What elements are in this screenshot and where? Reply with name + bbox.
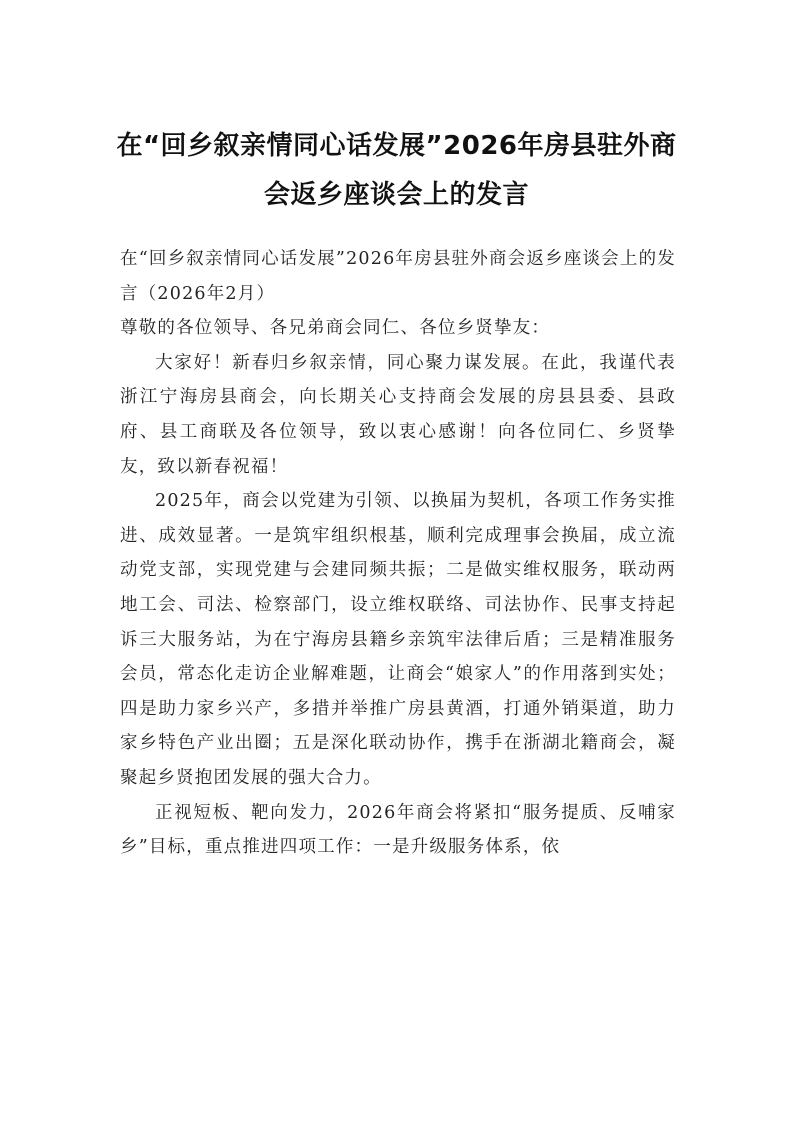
- paragraph-subtitle: 在“回乡叙亲情同心话发展”2026年房县驻外商会返乡座谈会上的发言（2026年2月）: [120, 249, 676, 304]
- paragraph-greeting: 大家好！新春归乡叙亲情，同心聚力谋发展。在此，我谨代表浙江宁海房县商会，向长期关心支持商会发展的房县县委、县政府、县工商联及各位领导，致以衷心感谢！向各位同仁、乡贤挚友，致以新春祝福！: [120, 352, 676, 477]
- paragraph-review-2025: 2025年，商会以党建为引领、以换届为契机，各项工作务实推进、成效显著。一是筑牢组织根基，顺利完成理事会换届，成立流动党支部，实现党建与会建同频共振；二是做实维权服务，联动两地工会、司法、检察部门，设立维权联络、司法协作、民事支持起诉三大服务站，为在宁海房县籍乡亲筑牢法律后盾；三是精准服务会员，常态化走访企业解难题，让商会“娘家人”的作用落到实处；四是助力家乡兴产，多措并举推广房县黄酒，打通外销渠道，助力家乡特色产业出圈；五是深化联动协作，携手在浙湖北籍商会，凝聚起乡贤抱团发展的强大合力。: [120, 491, 676, 788]
- document-body: [120, 242, 676, 865]
- paragraph-plan-2026: 正视短板、靶向发力，2026年商会将紧扣“服务提质、反哺家乡”目标，重点推进四项工作：一是升级服务体系，依: [120, 802, 676, 858]
- paragraph-salutation: 尊敬的各位领导、各兄弟商会同仁、各位乡贤挚友：: [120, 318, 551, 339]
- document-title: 在“回乡叙亲情同心话发展”2026年房县驻外商会返乡座谈会上的发言: [116, 131, 677, 210]
